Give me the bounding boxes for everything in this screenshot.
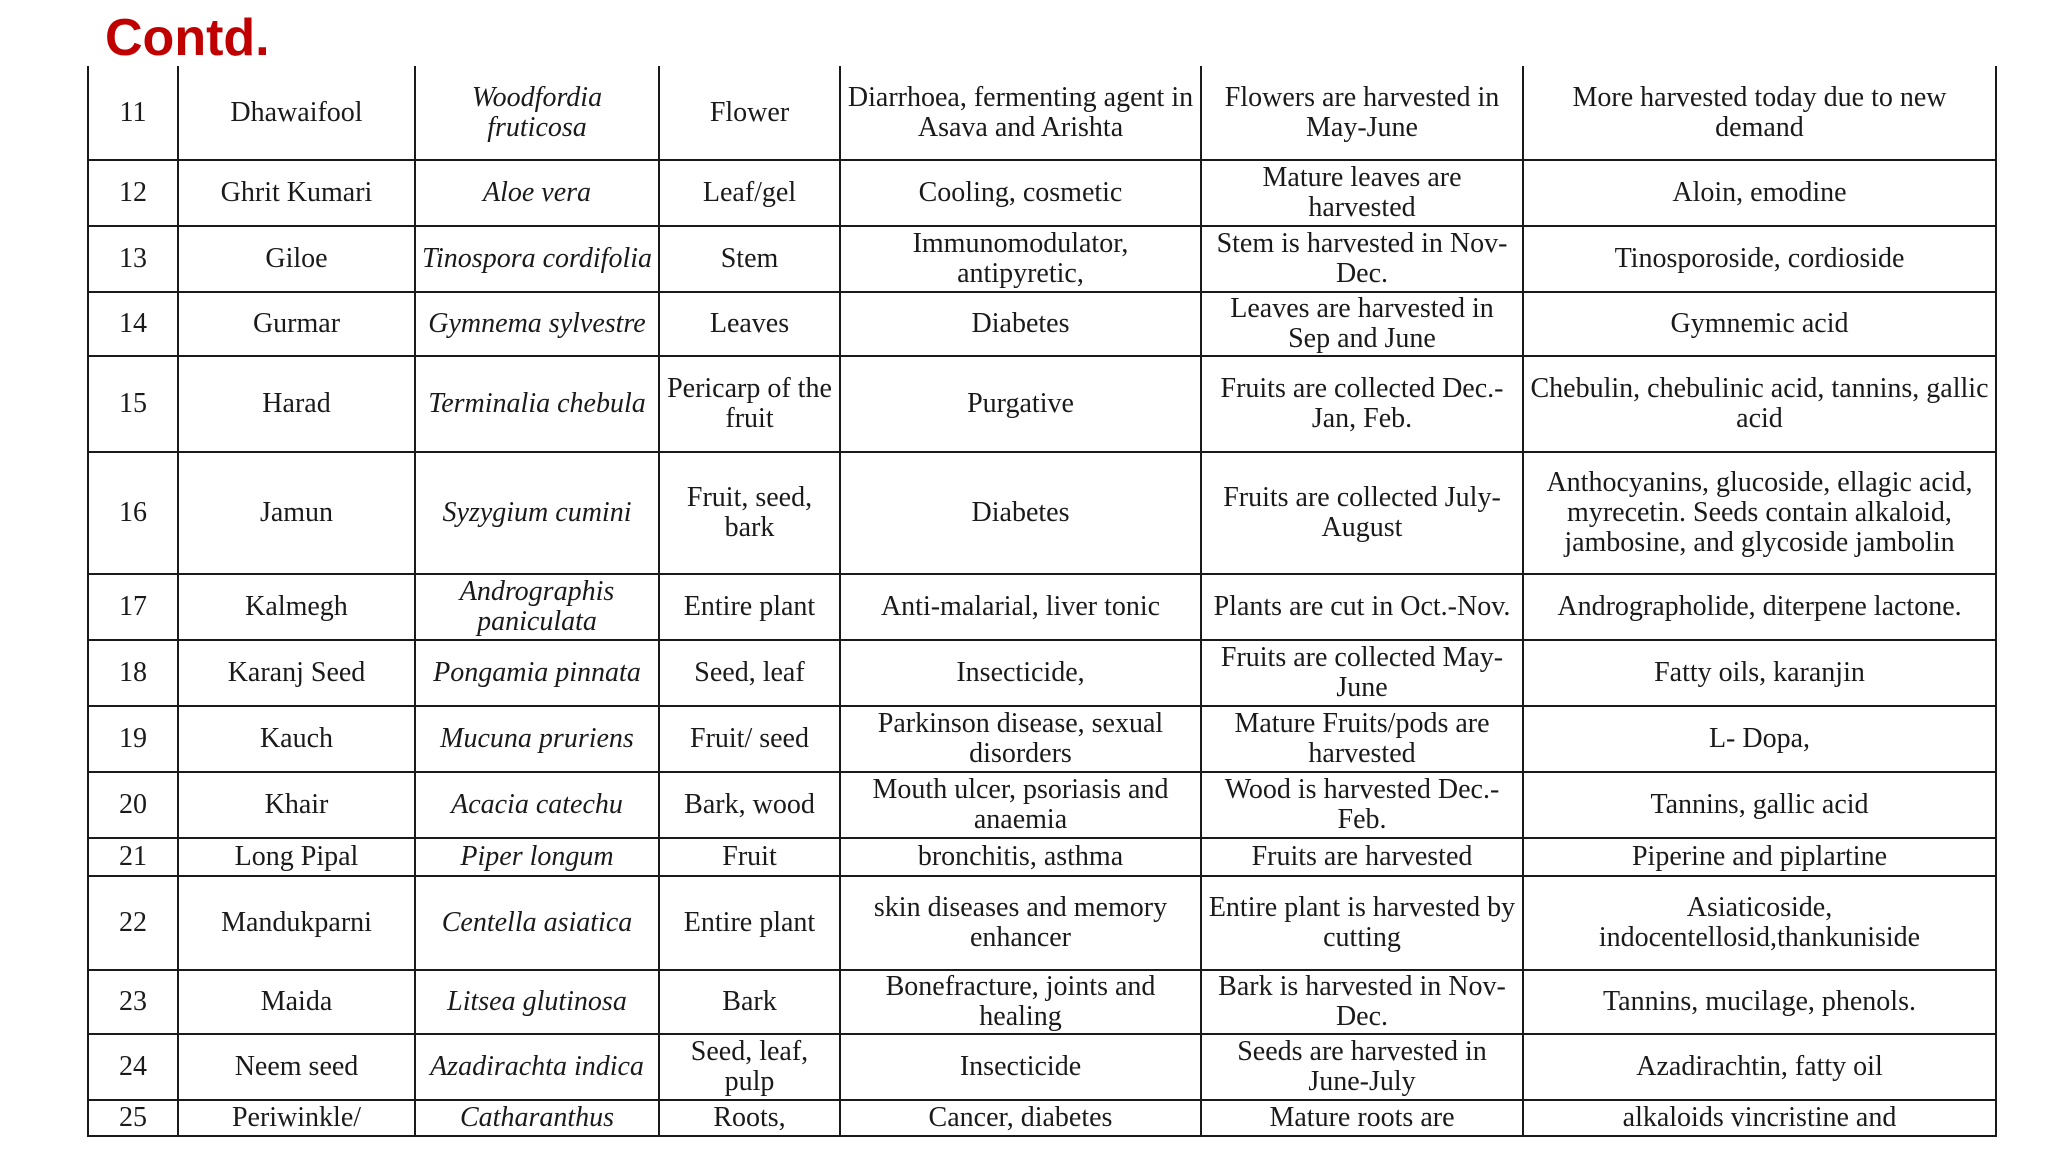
harvest-info-cell: Stem is harvested in Nov-Dec. [1201, 226, 1523, 292]
harvest-info-cell: Fruits are harvested [1201, 838, 1523, 876]
common-name-cell: Karanj Seed [178, 640, 415, 706]
row-number-cell: 15 [88, 356, 178, 452]
row-number-cell: 18 [88, 640, 178, 706]
botanical-name-cell: Piper longum [415, 838, 659, 876]
common-name-cell: Harad [178, 356, 415, 452]
part-used-cell: Seed, leaf [659, 640, 840, 706]
row-number-cell: 13 [88, 226, 178, 292]
harvest-info-cell: Flowers are harvested in May-June [1201, 66, 1523, 160]
row-number-cell: 11 [88, 66, 178, 160]
part-used-cell: Fruit, seed, bark [659, 452, 840, 574]
part-used-cell: Stem [659, 226, 840, 292]
harvest-info-cell: Mature roots are [1201, 1100, 1523, 1136]
botanical-name-cell: Centella asiatica [415, 876, 659, 970]
harvest-info-cell: Leaves are harvested in Sep and June [1201, 292, 1523, 356]
harvest-info-cell: Bark is harvested in Nov-Dec. [1201, 970, 1523, 1034]
constituents-cell: Tannins, mucilage, phenols. [1523, 970, 1996, 1034]
part-used-cell: Bark, wood [659, 772, 840, 838]
common-name-cell: Neem seed [178, 1034, 415, 1100]
row-number-cell: 24 [88, 1034, 178, 1100]
row-number-cell: 21 [88, 838, 178, 876]
common-name-cell: Khair [178, 772, 415, 838]
harvest-info-cell: Seeds are harvested in June-July [1201, 1034, 1523, 1100]
table-row [88, 706, 1996, 772]
medicinal-use-cell: bronchitis, asthma [840, 838, 1201, 876]
row-number-cell: 19 [88, 706, 178, 772]
botanical-name-cell: Terminalia chebula [415, 356, 659, 452]
table-row [88, 226, 1996, 292]
common-name-cell: Giloe [178, 226, 415, 292]
constituents-cell: Azadirachtin, fatty oil [1523, 1034, 1996, 1100]
part-used-cell: Entire plant [659, 876, 840, 970]
table-row [88, 160, 1996, 226]
table-row [88, 574, 1996, 640]
medicinal-use-cell: Diabetes [840, 452, 1201, 574]
botanical-name-cell: Acacia catechu [415, 772, 659, 838]
harvest-info-cell: Fruits are collected Dec.-Jan, Feb. [1201, 356, 1523, 452]
medicinal-use-cell: Diabetes [840, 292, 1201, 356]
botanical-name-cell: Aloe vera [415, 160, 659, 226]
row-number-cell: 14 [88, 292, 178, 356]
row-number-cell: 22 [88, 876, 178, 970]
constituents-cell: Asiaticoside, indocentellosid,thankuniside [1523, 876, 1996, 970]
botanical-name-cell: Pongamia pinnata [415, 640, 659, 706]
harvest-info-cell: Entire plant is harvested by cutting [1201, 876, 1523, 970]
common-name-cell: Maida [178, 970, 415, 1034]
constituents-cell: L- Dopa, [1523, 706, 1996, 772]
common-name-cell: Gurmar [178, 292, 415, 356]
botanical-name-cell: Tinospora cordifolia [415, 226, 659, 292]
harvest-info-cell: Plants are cut in Oct.-Nov. [1201, 574, 1523, 640]
botanical-name-cell: Litsea glutinosa [415, 970, 659, 1034]
common-name-cell: Ghrit Kumari [178, 160, 415, 226]
constituents-cell: More harvested today due to new demand [1523, 66, 1996, 160]
table-row [88, 772, 1996, 838]
table-row [88, 640, 1996, 706]
botanical-name-cell: Andrographis paniculata [415, 574, 659, 640]
part-used-cell: Flower [659, 66, 840, 160]
table-row [88, 356, 1996, 452]
table-body [88, 66, 1996, 1136]
table-row [88, 876, 1996, 970]
row-number-cell: 23 [88, 970, 178, 1034]
constituents-cell: Chebulin, chebulinic acid, tannins, gallic acid [1523, 356, 1996, 452]
constituents-cell: Aloin, emodine [1523, 160, 1996, 226]
table-row [88, 292, 1996, 356]
table-row [88, 970, 1996, 1034]
part-used-cell: Leaf/gel [659, 160, 840, 226]
medicinal-use-cell: Mouth ulcer, psoriasis and anaemia [840, 772, 1201, 838]
common-name-cell: Kauch [178, 706, 415, 772]
part-used-cell: Fruit [659, 838, 840, 876]
medicinal-use-cell: Insecticide [840, 1034, 1201, 1100]
common-name-cell: Long Pipal [178, 838, 415, 876]
medicinal-use-cell: Bonefracture, joints and healing [840, 970, 1201, 1034]
medicinal-use-cell: skin diseases and memory enhancer [840, 876, 1201, 970]
botanical-name-cell: Woodfordia fruticosa [415, 66, 659, 160]
harvest-info-cell: Fruits are collected May-June [1201, 640, 1523, 706]
table-row [88, 1034, 1996, 1100]
common-name-cell: Jamun [178, 452, 415, 574]
constituents-cell: Tannins, gallic acid [1523, 772, 1996, 838]
part-used-cell: Roots, [659, 1100, 840, 1136]
constituents-cell: Piperine and piplartine [1523, 838, 1996, 876]
part-used-cell: Leaves [659, 292, 840, 356]
common-name-cell: Dhawaifool [178, 66, 415, 160]
row-number-cell: 12 [88, 160, 178, 226]
part-used-cell: Seed, leaf, pulp [659, 1034, 840, 1100]
medicinal-use-cell: Immunomodulator, antipyretic, [840, 226, 1201, 292]
common-name-cell: Mandukparni [178, 876, 415, 970]
medicinal-use-cell: Anti-malarial, liver tonic [840, 574, 1201, 640]
harvest-info-cell: Mature leaves are harvested [1201, 160, 1523, 226]
botanical-name-cell: Mucuna pruriens [415, 706, 659, 772]
row-number-cell: 20 [88, 772, 178, 838]
part-used-cell: Bark [659, 970, 840, 1034]
botanical-name-cell: Gymnema sylvestre [415, 292, 659, 356]
constituents-cell: Fatty oils, karanjin [1523, 640, 1996, 706]
table-row [88, 66, 1996, 160]
constituents-cell: Anthocyanins, glucoside, ellagic acid, myrecetin. Seeds contain alkaloid, jambosine, and glycoside jambolin [1523, 452, 1996, 574]
medicinal-plants-table [87, 66, 1997, 1137]
row-number-cell: 25 [88, 1100, 178, 1136]
harvest-info-cell: Mature Fruits/pods are harvested [1201, 706, 1523, 772]
medicinal-use-cell: Cooling, cosmetic [840, 160, 1201, 226]
constituents-cell: Tinosporoside, cordioside [1523, 226, 1996, 292]
part-used-cell: Pericarp of the fruit [659, 356, 840, 452]
medicinal-use-cell: Cancer, diabetes [840, 1100, 1201, 1136]
table-row [88, 1100, 1996, 1136]
harvest-info-cell: Fruits are collected July-August [1201, 452, 1523, 574]
part-used-cell: Entire plant [659, 574, 840, 640]
page-title: Contd. [105, 9, 270, 67]
botanical-name-cell: Catharanthus [415, 1100, 659, 1136]
row-number-cell: 16 [88, 452, 178, 574]
table-row [88, 838, 1996, 876]
botanical-name-cell: Azadirachta indica [415, 1034, 659, 1100]
harvest-info-cell: Wood is harvested Dec.-Feb. [1201, 772, 1523, 838]
medicinal-use-cell: Purgative [840, 356, 1201, 452]
medicinal-use-cell: Parkinson disease, sexual disorders [840, 706, 1201, 772]
medicinal-use-cell: Insecticide, [840, 640, 1201, 706]
botanical-name-cell: Syzygium cumini [415, 452, 659, 574]
table-row [88, 452, 1996, 574]
part-used-cell: Fruit/ seed [659, 706, 840, 772]
medicinal-use-cell: Diarrhoea, fermenting agent in Asava and Arishta [840, 66, 1201, 160]
constituents-cell: alkaloids vincristine and [1523, 1100, 1996, 1136]
constituents-cell: Andrographolide, diterpene lactone. [1523, 574, 1996, 640]
row-number-cell: 17 [88, 574, 178, 640]
constituents-cell: Gymnemic acid [1523, 292, 1996, 356]
common-name-cell: Kalmegh [178, 574, 415, 640]
common-name-cell: Periwinkle/ [178, 1100, 415, 1136]
